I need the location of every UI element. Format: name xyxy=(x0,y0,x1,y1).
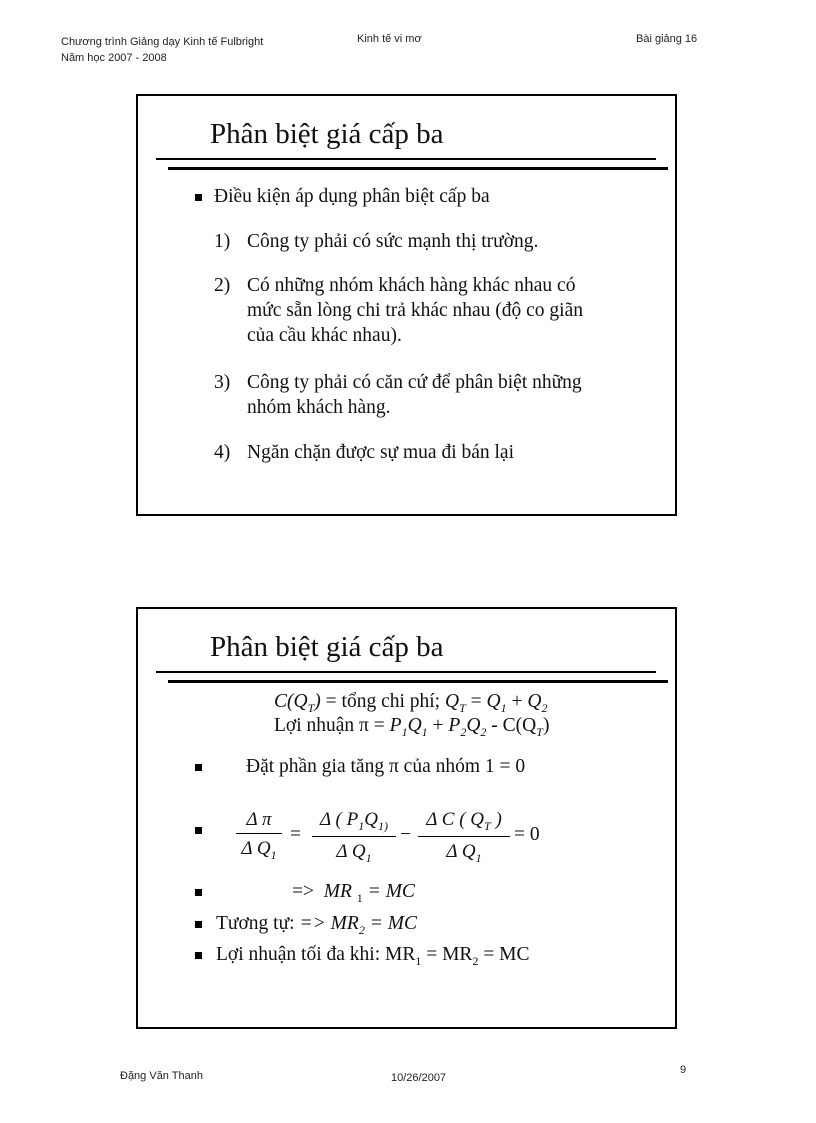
slide-1 xyxy=(136,94,677,516)
bullet-square xyxy=(195,921,202,928)
mr2-equals-mc: Tương tự: => $MR_2$ = MC xyxy=(216,913,417,937)
profit-definition: Lợi nhuận $\pi = P_1Q_1 + P_2Q_2 - C(Q_T)$ xyxy=(274,715,550,739)
bullet-square xyxy=(195,764,202,771)
fraction-delta-pi: $\frac{\text{Δ π}}{\Delta Q_1}$ xyxy=(236,809,282,863)
item-2-line-2: mức sẵn lòng chi trả khác nhau (độ co giãn xyxy=(247,300,584,321)
item-1-number: 1) xyxy=(214,231,231,252)
item-3-line-1: Công ty phải có căn cứ để phân biệt những xyxy=(247,372,582,393)
bullet-square xyxy=(195,889,202,896)
item-2-number: 2) xyxy=(214,275,231,296)
set-marginal-profit: Đặt phần gia tăng π của nhóm 1 = 0 xyxy=(246,756,526,777)
minus-sign: − xyxy=(400,824,411,845)
header-course: Kinh tế vi mơ xyxy=(357,33,422,45)
title-rule-top xyxy=(156,158,656,160)
equals-sign: = xyxy=(290,824,301,845)
bullet-square xyxy=(195,194,202,201)
bullet-square xyxy=(195,952,202,959)
equation-rhs: = 0 xyxy=(514,824,540,845)
slide-1-title: Phân biệt giá cấp ba xyxy=(210,118,444,150)
item-3-number: 3) xyxy=(214,372,231,393)
mr1-equals-mc: => MR $_1$ = MC xyxy=(292,881,415,905)
footer-author: Đặng Văn Thanh xyxy=(120,1070,203,1082)
bullet-square xyxy=(195,827,202,834)
condition-heading: Điều kiện áp dụng phân biệt cấp ba xyxy=(214,186,490,207)
header-program: Chương trình Giảng dạy Kinh tế Fulbright xyxy=(61,36,264,48)
item-2-line-3: của cầu khác nhau). xyxy=(247,325,402,346)
header-lecture: Bài giảng 16 xyxy=(636,33,698,45)
total-cost-definition: $C(Q_T)$ = tổng chi phí; $Q_T = Q_1 + Q_2$ xyxy=(274,691,548,715)
item-4-line-1: Ngăn chặn được sự mua đi bán lại xyxy=(247,442,515,463)
header-year: Năm học 2007 - 2008 xyxy=(61,52,167,64)
footer-date: 10/26/2007 xyxy=(391,1072,447,1084)
slide-2 xyxy=(136,607,677,1029)
title-rule-top xyxy=(156,671,656,673)
slide-2-title: Phân biệt giá cấp ba xyxy=(210,631,444,663)
item-3-line-2: nhóm khách hàng. xyxy=(247,397,391,418)
item-1-line-1: Công ty phải có sức mạnh thị trường. xyxy=(247,231,539,252)
item-2-line-1: Có những nhóm khách hàng khác nhau có xyxy=(247,275,576,296)
fraction-delta-cost: $\frac{\Delta C ( Q_T )}{\Delta Q_1}$ xyxy=(418,809,510,866)
title-rule-bottom xyxy=(168,680,668,683)
item-4-number: 4) xyxy=(214,442,231,463)
fraction-delta-revenue: $\frac{\Delta ( P_1Q_{1)}}{\Delta Q_1}$ xyxy=(312,809,396,866)
title-rule-bottom xyxy=(168,167,668,170)
profit-max-condition: Lợi nhuận tối đa khi: $MR_1 = MR_2$ = MC xyxy=(216,944,530,968)
page-number: 9 xyxy=(680,1064,687,1076)
